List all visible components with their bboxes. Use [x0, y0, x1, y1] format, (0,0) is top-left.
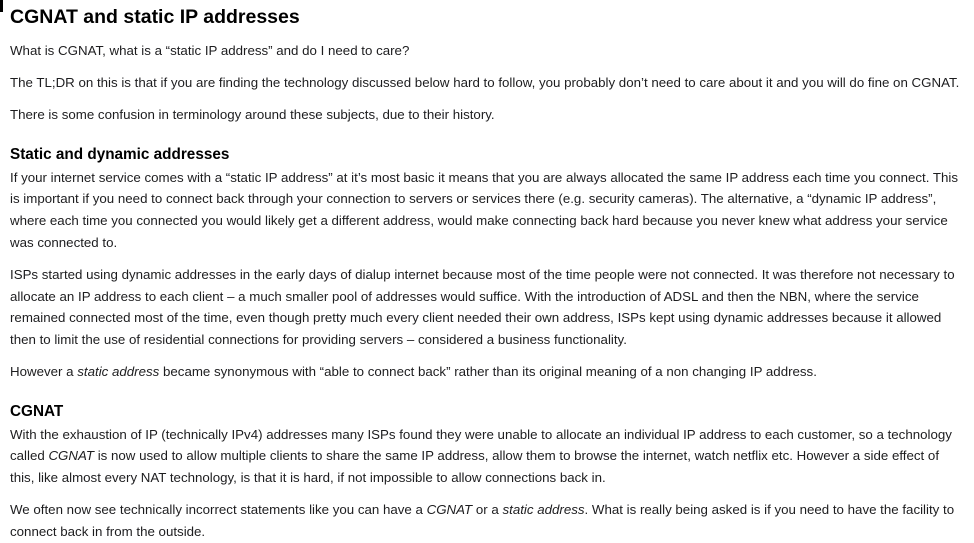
paragraph-isp-history: [10, 264, 966, 351]
page-title: CGNAT and static IP addresses: [10, 6, 300, 28]
screen-corner-artifact: [0, 0, 3, 12]
italic-term: CGNAT: [48, 448, 94, 464]
intro-paragraph-question: [10, 40, 966, 62]
text-run: is now used to allow multiple clients to share the same IP address, allow them to browse the internet, watch netflix etc. However a side effect of this, like almost every NAT technology, is that it is hard, if not impossible to allow connections back in.: [10, 448, 940, 486]
intro-paragraph-tldr: [10, 72, 966, 94]
text-run: If your internet service comes with a “static IP address” at it’s most basic it means that you are always allocated the same IP address each time you connect. This is important if you need to connect back through your connection to servers or services there (e.g. security cameras). The alternative, a “dynamic IP address”, where each time you connected you would likely get a different address, would make connecting back hard because you never knew what address your service was connected to.: [10, 169, 958, 251]
text-run: However a: [10, 364, 78, 380]
paragraph-static-synonymous: [10, 361, 966, 383]
italic-term: CGNAT: [426, 502, 473, 518]
text-run: ISPs started using dynamic addresses in the early days of dialup internet because most of the time people were not connected. It was therefore not necessary to allocate an IP address to each client – a much smaller pool of addresses would suffice. With the introduction of ADSL and then the NBN, where the service remained connected most of the time, even though pretty much every client needed their own address, ISPs kept using dynamic addresses because it allowed then to limit the use of residential connections for providing servers – considered a business functionality.: [10, 266, 955, 348]
text-run: became synonymous with “able to connect back” rather than its original meaning of a non changing IP address.: [159, 364, 817, 380]
paragraph-static-ip-explainer: [10, 167, 966, 254]
section-heading-cgnat: CGNAT: [10, 402, 64, 420]
text-run: The TL;DR on this is that if you are finding the technology discussed below hard to follow, you probably don’t need to care about it and you will do fine on CGNAT.: [10, 75, 960, 91]
paragraph-incorrect-statements: [10, 499, 966, 543]
text-run: There is some confusion in terminology around these subjects, due to their history.: [10, 106, 495, 122]
paragraph-cgnat-explainer: [10, 424, 966, 489]
text-run: What is CGNAT, what is a “static IP address” and do I need to care?: [10, 43, 410, 59]
text-run: With the exhaustion of IP (technically IPv4) addresses many ISPs found they were unable to allocate an individual IP address to each customer, so a technology called: [10, 426, 952, 464]
text-run: or a: [472, 502, 503, 518]
italic-term: static address: [502, 502, 585, 518]
text-run: . What is really being asked is if you need to have the facility to connect back in from the outside.: [10, 502, 955, 539]
intro-paragraph-confusion: [10, 104, 966, 126]
italic-term: static address: [77, 364, 160, 380]
section-heading-static-dynamic: Static and dynamic addresses: [10, 145, 230, 163]
text-run: We often now see technically incorrect statements like you can have a: [10, 502, 427, 518]
